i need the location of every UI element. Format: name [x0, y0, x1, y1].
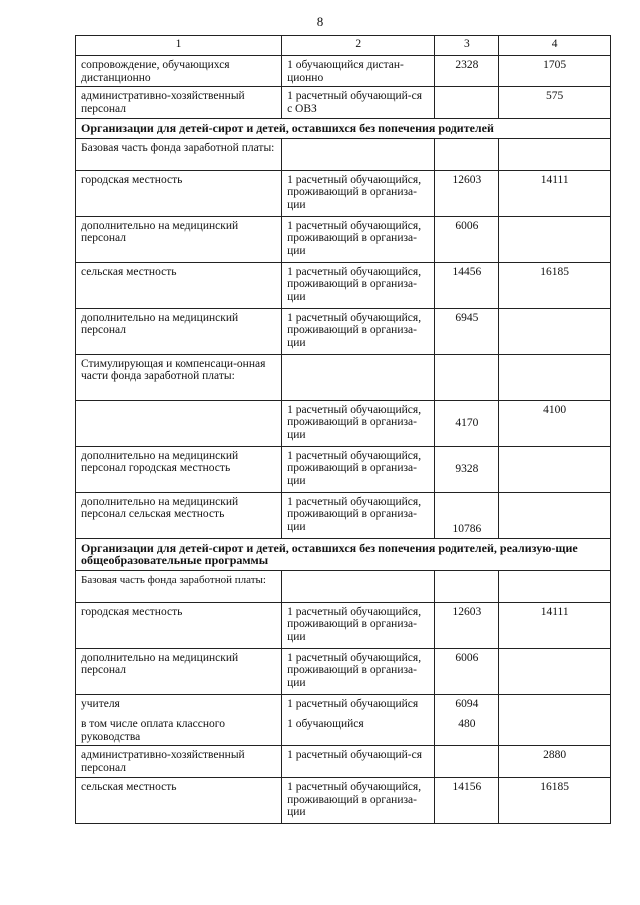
- row-value-4: 1705: [499, 56, 611, 87]
- row-unit: [282, 138, 435, 170]
- section-heading-row: [76, 538, 611, 570]
- row-value-3: 9328: [435, 446, 499, 492]
- teachers-label: учителя: [81, 697, 120, 710]
- row-unit: 1 расчетный обучающийся, проживающий в организа-ции: [282, 648, 435, 694]
- row-unit: 1 расчетный обучающийся, проживающий в организа-ции: [282, 262, 435, 308]
- row-value-3: [435, 570, 499, 602]
- table-row: [76, 87, 611, 119]
- row-value-3: 10786: [435, 492, 499, 538]
- page-number: 8: [316, 14, 324, 29]
- row-unit: 1 расчетный обучающий-ся с ОВЗ: [282, 87, 435, 119]
- row-label: дополнительно на медицинский персонал городская местность: [76, 446, 282, 492]
- table-row: [76, 492, 611, 538]
- row-unit: 1 обучающийся дистан-ционно: [282, 56, 435, 87]
- row-value-4: 16185: [499, 262, 611, 308]
- row-value-3: [435, 746, 499, 778]
- table-row: [76, 138, 611, 170]
- row-unit: 1 расчетный обучающийся, проживающий в организа-ции: [282, 492, 435, 538]
- table-row: [76, 216, 611, 262]
- row-label: Базовая часть фонда заработной платы:: [76, 138, 282, 170]
- section-heading-row: [76, 119, 611, 139]
- table-row: [76, 446, 611, 492]
- row-label: городская местность: [76, 602, 282, 648]
- row-value-3: 12603: [435, 170, 499, 216]
- header-col-2: 2: [282, 36, 435, 56]
- row-value-3: [435, 138, 499, 170]
- section-heading: Организации для детей-сирот и детей, оставшихся без попечения родителей: [76, 119, 611, 139]
- row-unit: 1 расчетный обучающийся, проживающий в организа-ции: [282, 170, 435, 216]
- row-value-3: 6945: [435, 308, 499, 354]
- row-value-3: 6006: [435, 216, 499, 262]
- table-row: [76, 694, 611, 746]
- row-label: дополнительно на медицинский персонал: [76, 216, 282, 262]
- row-label: Стимулирующая и компенсаци-онная части фонда заработной платы:: [76, 354, 282, 400]
- class-supervision-value: 480: [458, 718, 476, 730]
- row-value-4: [499, 492, 611, 538]
- table-row: [76, 602, 611, 648]
- row-unit: 1 расчетный обучающийся, проживающий в организа-ции: [282, 602, 435, 648]
- row-label: административно-хозяйственный персонал: [76, 746, 282, 778]
- row-label: дополнительно на медицинский персонал: [76, 648, 282, 694]
- header-col-1: 1: [76, 36, 282, 56]
- row-value-3: [435, 694, 499, 746]
- row-value-4: 14111: [499, 602, 611, 648]
- teachers-value: 6094: [455, 697, 479, 710]
- row-label: городская местность: [76, 170, 282, 216]
- row-label: административно-хозяйственный персонал: [76, 87, 282, 119]
- section-heading: Организации для детей-сирот и детей, оставшихся без попечения родителей, реализую-щие общеобразовательные программы: [76, 538, 611, 570]
- row-value-4: [499, 354, 611, 400]
- standards-table: [75, 35, 611, 824]
- row-label: [76, 694, 282, 746]
- row-label: сельская местность: [76, 262, 282, 308]
- row-label: сельская местность: [76, 778, 282, 824]
- table-row: [76, 56, 611, 87]
- row-value-4: [499, 216, 611, 262]
- row-label: дополнительно на медицинский персонал сельская местность: [76, 492, 282, 538]
- row-value-3: 14156: [435, 778, 499, 824]
- row-value-4: [499, 446, 611, 492]
- row-value-4: [499, 308, 611, 354]
- class-supervision-label: в том числе оплата классного руководства: [81, 718, 225, 743]
- row-unit: [282, 570, 435, 602]
- row-value-4: [499, 648, 611, 694]
- row-label: [76, 400, 282, 446]
- teachers-unit: 1 расчетный обучающийся: [287, 697, 419, 710]
- row-unit: 1 расчетный обучающийся, проживающий в организа-ции: [282, 778, 435, 824]
- row-label: Базовая часть фонда заработной платы:: [76, 570, 282, 602]
- header-col-3: 3: [435, 36, 499, 56]
- table-row: [76, 354, 611, 400]
- table-row: [76, 778, 611, 824]
- row-value-3: [435, 87, 499, 119]
- row-value-4: 575: [499, 87, 611, 119]
- header-col-4: 4: [499, 36, 611, 56]
- table-row: [76, 570, 611, 602]
- row-label: дополнительно на медицинский персонал: [76, 308, 282, 354]
- table-row: [76, 648, 611, 694]
- row-unit: [282, 694, 435, 746]
- row-value-3: 14456: [435, 262, 499, 308]
- row-value-3: [435, 354, 499, 400]
- row-value-3: 4170: [435, 400, 499, 446]
- row-value-3: 12603: [435, 602, 499, 648]
- table-row: [76, 170, 611, 216]
- table-row: [76, 746, 611, 778]
- row-value-4: [499, 570, 611, 602]
- row-unit: [282, 354, 435, 400]
- row-value-3: 2328: [435, 56, 499, 87]
- row-value-4: 4100: [499, 400, 611, 446]
- row-unit: 1 расчетный обучающийся, проживающий в организа-ции: [282, 308, 435, 354]
- row-value-3: 6006: [435, 648, 499, 694]
- row-unit: 1 расчетный обучающийся, проживающий в организа-ции: [282, 446, 435, 492]
- row-value-4: 16185: [499, 778, 611, 824]
- row-unit: 1 расчетный обучающийся, проживающий в организа-ции: [282, 216, 435, 262]
- row-unit: 1 расчетный обучающийся, проживающий в организа-ции: [282, 400, 435, 446]
- row-label: сопровождение, обучающихся дистанционно: [76, 56, 282, 87]
- table-row: [76, 308, 611, 354]
- row-value-4: [499, 138, 611, 170]
- row-value-4: 14111: [499, 170, 611, 216]
- row-unit: 1 расчетный обучающий-ся: [282, 746, 435, 778]
- table-row: [76, 400, 611, 446]
- table-header-row: [76, 36, 611, 56]
- row-value-4: [499, 694, 611, 746]
- class-supervision-unit: 1 обучающийся: [287, 718, 364, 730]
- table-row: [76, 262, 611, 308]
- row-value-4: 2880: [499, 746, 611, 778]
